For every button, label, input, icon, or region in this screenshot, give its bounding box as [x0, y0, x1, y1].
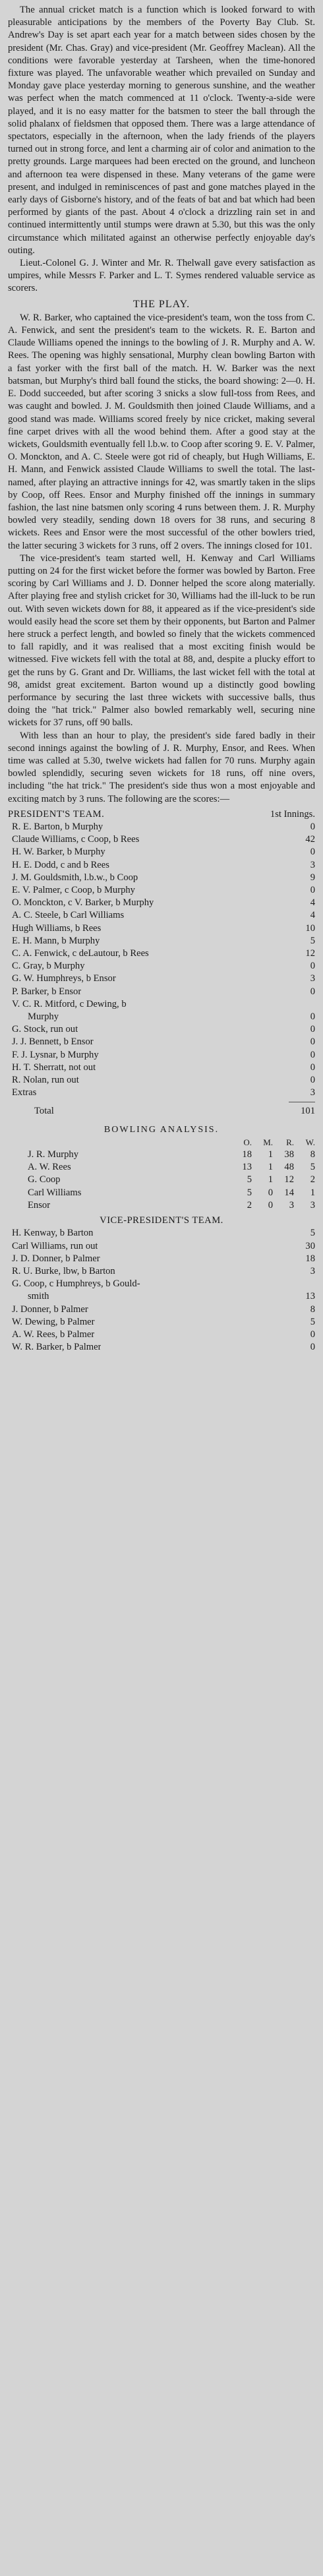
paragraph: W. R. Barker, who captained the vice-president's team, won the toss from C. A. Fenwick, and sent the president's team to the wickets. R. E. Barton and Claude Williams opened the innings to the bowling of J. R. Murphy and A. W. Rees. The opening was highly sensational, Murphy clean bowling Barton with a fast yorker with the first ball of the match. H. W. Barker was the next batsman, but Murphy's third ball found the sticks, the board showing: 2—0. H. E. Dodd succeeded, but after scoring 3 snicks a slow full-toss from Rees, and was caught and bowled. J. M. Gouldsmith then joined Claude Williams, and a good stand was made. Williams scored freely by nice cricket, making several fine carpet drives with all the wood behind them. After a good stay at the wickets, Gouldsmith eventually fell l.b.w. to Coop after scoring 9. E. V. Palmer, O. Monckton, and A. C. Steele were got rid of cheaply, but Hugh Williams, E. H. Mann, and Fenwick assisted Claude Williams to swell the total. The last-named, after playing an attractive innings for 42, was smartly taken in the slips by Coop, off Rees. Ensor and Murphy finished off the innings in summary fashion, the last nine batsmen only scoring 4 runs between them. J. R. Murphy bowled very steadily, sending down 18 overs for 38 runs, and securing 8 wickets. Rees and Ensor were the most successful of the other bowlers tried, the latter securing 3 wickets for 3 runs, off 2 overs. The innings closed for 101.: [8, 312, 315, 551]
innings-label: 1st Innings.: [270, 808, 315, 820]
batsman-entry: H. Kenway, b Barton: [12, 1228, 94, 1239]
runs-scored: 18: [305, 1253, 315, 1264]
batsman-entry: C. A. Fenwick, c deLautour, b Rees: [12, 948, 149, 959]
batsman-entry: Murphy: [28, 1011, 59, 1023]
batsman-entry: R. Nolan, run out: [12, 1075, 79, 1086]
batting-row: [8, 884, 315, 897]
batting-row: [8, 1329, 315, 1341]
batsman-entry: Claude Williams, c Coop, b Rees: [12, 834, 140, 845]
batsman-entry: R. U. Burke, lbw, b Barton: [12, 1265, 115, 1276]
batsman-entry: Hugh Williams, b Rees: [12, 922, 102, 934]
batting-row: [8, 973, 315, 985]
runs-scored: 12: [305, 948, 315, 959]
overs: 13: [242, 1162, 252, 1173]
runs-scored: 9: [310, 872, 315, 883]
wickets: 3: [310, 1199, 315, 1211]
batsman-entry: Extras: [12, 1087, 37, 1098]
batsman-entry: F. J. Lysnar, b Murphy: [12, 1049, 99, 1060]
runs-conceded: 14: [284, 1187, 294, 1198]
runs-scored: 0: [310, 1075, 315, 1086]
bowling-rows: [8, 1149, 315, 1212]
runs-scored: 42: [305, 834, 315, 845]
runs-scored: 3: [310, 859, 315, 870]
runs-scored: 3: [310, 1087, 315, 1098]
wickets: 1: [310, 1187, 315, 1198]
batting-row: [8, 872, 315, 884]
bowler-row: [8, 1149, 315, 1161]
runs-scored: 5: [310, 1316, 315, 1327]
bowler-row: [8, 1161, 315, 1174]
maidens: 0: [268, 1187, 273, 1198]
batting-row: [8, 1087, 315, 1099]
runs-scored: 0: [310, 1329, 315, 1340]
overs: 5: [247, 1187, 252, 1198]
batsman-entry: H. T. Sherratt, not out: [12, 1062, 96, 1073]
team-title: PRESIDENT'S TEAM.: [8, 808, 105, 820]
batting-rows: [8, 821, 315, 1099]
runs-scored: [301, 998, 315, 1011]
runs-header: R.: [286, 1137, 294, 1147]
maidens: 1: [268, 1174, 273, 1185]
runs-scored: 5: [310, 935, 315, 946]
paragraph: With less than an hour to play, the president's side fared badly in their second innings against the bowling of J. R. Murphy, Ensor, and Rees. When time was called at 5.30, twelve wickets had fallen for 70 runs. Murphy again bowled splendidly, securing seven wickets for 18 runs, off nine overs, including "the hat trick." The president's side thus won a most enjoyable and exciting match by 3 runs. The following are the scores:—: [8, 730, 315, 804]
runs-scored: 13: [305, 1291, 315, 1302]
batting-row: [8, 859, 315, 872]
batting-row: [8, 1011, 315, 1023]
batting-row: [8, 960, 315, 973]
batsman-entry: E. V. Palmer, c Coop, b Murphy: [12, 885, 135, 896]
bowler-name: J. R. Murphy: [28, 1149, 79, 1160]
runs-scored: 0: [310, 885, 315, 896]
batsman-entry: R. E. Barton, b Murphy: [12, 822, 103, 832]
overs: 5: [247, 1174, 252, 1185]
runs-scored: 0: [310, 1024, 315, 1035]
batting-row: [8, 1074, 315, 1087]
wickets: 2: [310, 1174, 315, 1185]
wickets: 5: [310, 1162, 315, 1173]
runs-scored: 0: [310, 1011, 315, 1023]
batsman-entry: C. Gray, b Murphy: [12, 961, 85, 972]
batting-row: [8, 1062, 315, 1074]
batsman-entry: Carl Williams, run out: [12, 1240, 98, 1251]
batsman-entry: W. Dewing, b Palmer: [12, 1316, 95, 1327]
runs-scored: 0: [310, 847, 315, 858]
batting-row: [8, 833, 315, 846]
wickets: 8: [310, 1149, 315, 1160]
batsman-entry: J. M. Gouldsmith, l.b.w., b Coop: [12, 872, 138, 883]
batsman-entry: smith: [28, 1291, 49, 1302]
runs-scored: 3: [310, 973, 315, 984]
batting-row: [8, 947, 315, 960]
batting-row: [8, 998, 315, 1011]
batting-row: [8, 1303, 315, 1316]
batting-row: [8, 846, 315, 858]
runs-scored: 0: [310, 961, 315, 972]
runs-conceded: 38: [284, 1149, 294, 1160]
bowler-row: [8, 1187, 315, 1199]
batsman-entry: W. R. Barker, b Palmer: [12, 1342, 102, 1353]
bowler-name: Ensor: [28, 1199, 51, 1211]
runs-scored: 0: [310, 1062, 315, 1073]
runs-scored: 8: [310, 1303, 315, 1315]
total-label: Total: [34, 1106, 54, 1117]
batsman-entry: V. C. R. Mitford, c Dewing, b: [12, 998, 127, 1009]
paragraph: The annual cricket match is a function which is looked forward to with pleasurable anticipations by the members of the Poverty Bay Club. St. Andrew's Day is set apart each year for a match between sides chosen by the president (Mr. Chas. Gray) and vice-president (Mr. Geoffrey Maclean). All the conditions were favorable yesterday at Tarsheen, when the time-honored fixture was played. The unfavorable weather which prevailed on Sunday and Monday gave place yesterday morning to generous sunshine, and the weather was perfect when the match commenced at 11 o'clock. Twenty-a-side were played, and it is no easy matter for the batsmen to steer the ball through the solid phalanx of fieldsmen that opposed them. There was a large attendance of spectators, especially in the afternoon, when the lady friends of the players turned out in strong force, and lent a charming air of color and animation to the pretty grounds. Large marquees had been erected on the ground, and luncheon and afternoon tea were dispensed in these. Many veterans of the game were present, and indulged in reminiscences of past and gone matches played in the early days of Gisborne's history, and of the feats of bat and bat which had been performed by giants of the past. About 4 o'clock a drizzling rain set in and continued intermittently until stumps were drawn at 5.30, but this was the only circumstance which militated against an otherwise perfectly enjoyable day's outing.: [8, 5, 315, 256]
runs-conceded: 48: [284, 1162, 294, 1173]
batsman-entry: G. W. Humphreys, b Ensor: [12, 973, 116, 984]
batting-row: [8, 1227, 315, 1240]
maidens-header: M.: [263, 1137, 273, 1147]
batting-row: [8, 1253, 315, 1265]
batsman-entry: A. W. Rees, b Palmer: [12, 1329, 95, 1340]
bowling-analysis-title: BOWLING ANALYSIS.: [103, 1124, 220, 1135]
runs-scored: 0: [310, 1036, 315, 1048]
runs-scored: 5: [310, 1228, 315, 1239]
vice-president-team-scorecard: [8, 1214, 315, 1354]
bowling-header: [8, 1136, 315, 1149]
batsman-entry: H. E. Dodd, c and b Rees: [12, 859, 109, 870]
batsman-entry: J. J. Bennett, b Ensor: [12, 1036, 94, 1048]
innings-total: [8, 1105, 315, 1118]
batsman-entry: O. Monckton, c V. Barker, b Murphy: [12, 897, 154, 909]
runs-scored: 4: [310, 897, 315, 909]
bowler-row: [8, 1174, 315, 1186]
batting-row: [8, 986, 315, 998]
runs-scored: 4: [310, 910, 315, 921]
maidens: 0: [268, 1199, 273, 1211]
batting-row: [8, 1036, 315, 1048]
article-body: [8, 4, 315, 295]
total-value: 101: [301, 1106, 315, 1117]
batting-row: [8, 1278, 315, 1290]
maidens: 1: [268, 1149, 273, 1160]
team-title: VICE-PRESIDENT'S TEAM.: [100, 1215, 223, 1226]
runs-scored: 10: [305, 922, 315, 934]
wickets-header: W.: [305, 1137, 315, 1147]
runs-scored: 0: [310, 1342, 315, 1353]
batsman-entry: G. Stock, run out: [12, 1024, 78, 1035]
overs-header: O.: [243, 1137, 252, 1147]
batting-row: [8, 922, 315, 935]
runs-scored: 0: [310, 822, 315, 832]
batsman-entry: A. C. Steele, b Carl Williams: [12, 910, 125, 921]
scorecard-header: [8, 1214, 315, 1227]
bowler-row: [8, 1199, 315, 1212]
batting-row: [8, 1341, 315, 1354]
bowler-name: A. W. Rees: [28, 1162, 71, 1173]
overs: 18: [242, 1149, 252, 1160]
overs: 2: [247, 1199, 252, 1211]
president-team-scorecard: [8, 808, 315, 1118]
bowler-name: Carl Williams: [28, 1187, 82, 1198]
paragraph: The vice-president's team started well, H. Kenway and Carl Williams putting on 24 for the first wicket before the former was bowled by Barton. Free scoring by Carl Williams and J. D. Donner helped the score along materially. After playing free and stylish cricket for 30, Williams had the ill-luck to be run out. With seven wickets down for 88, it appeared as if the vice-president's side would easily head the score set them by their opponents, but Barton and Palmer here struck a perfect length, and bowled so finely that the wickets commenced to fall rapidly, and it was realised that a most exciting finish would be witnessed. Five wickets fell with the total at 88, and, despite a plucky effort to get the runs by G. Grant and Dr. Williams, the last wicket fell with the total at 98, amidst great excitement. Barton wound up a distinctly good bowling performance by securing the last three wickets with successive balls, thus doing the "hat trick." Palmer also bowled remarkably well, securing nine wickets for 37 runs, off 90 balls.: [8, 553, 315, 729]
batsman-entry: P. Barker, b Ensor: [12, 986, 82, 997]
batsman-entry: H. W. Barker, b Murphy: [12, 847, 105, 858]
batting-row: [8, 1265, 315, 1278]
runs-scored: 3: [310, 1265, 315, 1276]
runs-scored: [301, 1278, 315, 1290]
batting-row: [8, 909, 315, 922]
runs-scored: 30: [305, 1240, 315, 1251]
bowler-name: G. Coop: [28, 1174, 61, 1185]
runs-scored: 0: [310, 1049, 315, 1060]
runs-scored: 0: [310, 986, 315, 997]
batsman-entry: G. Coop, c Humphreys, b Gould-: [12, 1278, 140, 1290]
batting-row: [8, 1290, 315, 1303]
batting-rows: [8, 1227, 315, 1354]
maidens: 1: [268, 1162, 273, 1173]
batting-row: [8, 1316, 315, 1329]
batsman-entry: J. D. Donner, b Palmer: [12, 1253, 100, 1264]
runs-conceded: 12: [284, 1174, 294, 1185]
batting-row: [8, 1049, 315, 1062]
batting-row: [8, 1023, 315, 1036]
scorecard-header: [8, 808, 315, 821]
batting-row: [8, 897, 315, 909]
paragraph: Lieut.-Colonel G. J. Winter and Mr. R. Thelwall gave every satisfaction as umpires, while Messrs F. Parker and L. T. Symes rendered valuable service as scorers.: [8, 258, 315, 294]
batsman-entry: E. H. Mann, b Murphy: [12, 935, 100, 946]
batsman-entry: J. Donner, b Palmer: [12, 1303, 88, 1315]
batting-row: [8, 821, 315, 833]
batting-row: [8, 935, 315, 947]
section-heading: THE PLAY.: [132, 298, 191, 310]
play-report: [8, 312, 315, 806]
runs-conceded: 3: [289, 1199, 294, 1211]
batting-row: [8, 1240, 315, 1253]
